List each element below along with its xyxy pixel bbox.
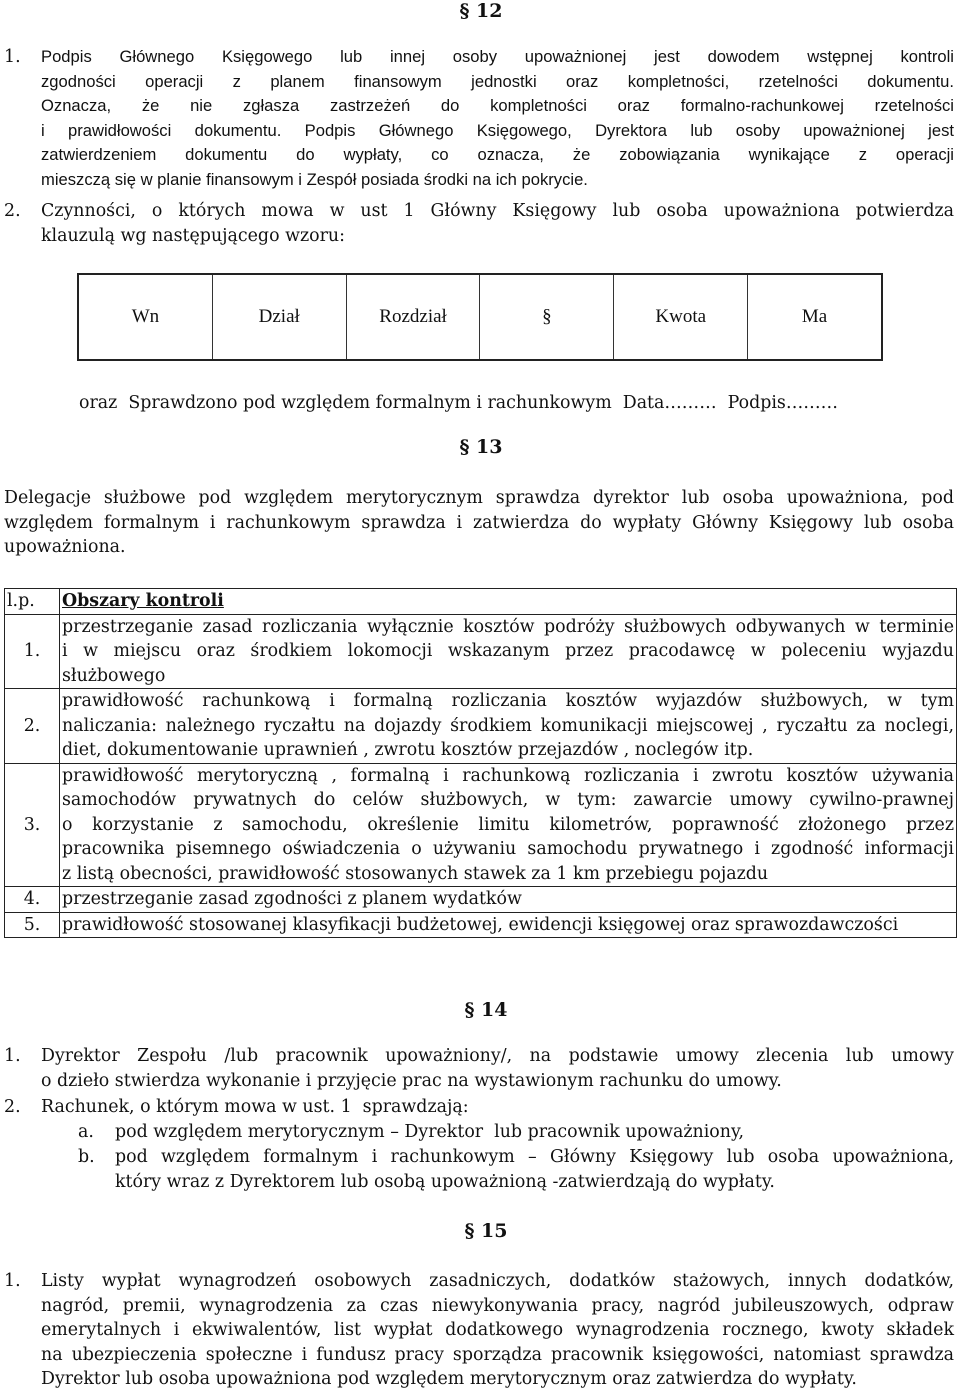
clause-cell-paragraph: §: [480, 275, 614, 359]
text-line: samochodów prywatnych do celów służbowych, w tym: zawarcie umowy cywilno-prawnej: [62, 790, 954, 810]
text-line: naliczania: należnego ryczałtu na dojazdy środkiem komunikacji miejscowej , ryczałtu za noclegi,: [62, 715, 954, 736]
text-line: Delegacje służbowe pod względem merytorycznym sprawdza dyrektor lub osoba upoważniona, pod: [4, 488, 954, 508]
column-header-lp: l.p.: [5, 589, 60, 615]
text-line: zgodności operacji z planem finansowym jednostki oraz kompletności, rzetelności dokumentu.: [41, 71, 954, 91]
text-line: mieszczą się w planie finansowym i Zespół posiada środki na ich pokrycie.: [41, 169, 588, 189]
row-text: [60, 887, 957, 913]
s13-intro-text: [4, 486, 954, 560]
text-line: zatwierdzeniem dokumentu do wypłaty, co oznacza, że zobowiązania wynikające z operacji: [41, 145, 954, 164]
row-number: 2.: [5, 689, 60, 764]
text-line: i prawidłowości dokumentu. Podpis Głównego Księgowego, Dyrektora lub osoby upoważnionej jest: [41, 120, 954, 140]
s14-sub-b-label: b.: [78, 1147, 95, 1167]
s12-item1-number: 1.: [4, 47, 21, 67]
section-15-heading: § 15: [464, 1220, 508, 1242]
clause-cell-rozdzial: Rozdział: [347, 275, 481, 359]
row-text: [60, 689, 957, 764]
text-line: Podpis Głównego Księgowego lub innej osoby upoważnionej jest dowodem wstępnej kontroli: [41, 47, 954, 66]
text-line: przestrzeganie zasad rozliczania wyłącznie kosztów podróży służbowych odbywanych w terminie: [62, 616, 954, 637]
text-line: prawidłowość merytoryczną , formalną i rachunkową rozliczania i zwrotu kosztów używania: [62, 765, 954, 786]
table-row: [5, 689, 957, 764]
row-number: 3.: [5, 763, 60, 887]
text-line: prawidłowość stosowanej klasyfikacji budżetowej, ewidencji księgowej oraz sprawozdawczości: [62, 914, 899, 935]
s12-item2-number: 2.: [4, 201, 21, 221]
text-line: Czynności, o których mowa w ust 1 Główny Księgowy lub osoba upoważniona potwierdza: [41, 201, 954, 221]
s14-item1-text: [41, 1044, 954, 1093]
text-line: przestrzeganie zasad zgodności z planem wydatków: [62, 889, 522, 909]
clause-footer-text: oraz Sprawdzono pod względem formalnym i rachunkowym Data……… Podpis………: [79, 393, 839, 413]
s12-item2-text: [41, 199, 954, 248]
row-text: [60, 912, 957, 938]
column-header-area: Obszary kontroli: [60, 589, 957, 615]
text-line: klauzulą wg następującego wzoru:: [41, 225, 345, 246]
row-text: [60, 614, 957, 689]
approval-clause-table: [77, 273, 883, 361]
table-row: [5, 763, 957, 887]
row-number: 5.: [5, 912, 60, 938]
text-line: na ubezpieczenia społeczne i fundusz pracy sporządza pracownik księgowości, natomiast sprawdza: [41, 1344, 954, 1365]
row-text: [60, 763, 957, 887]
text-line: pod względem formalnym i rachunkowym – Główny Księgowy lub osoba upoważniona,: [115, 1147, 954, 1167]
text-line: Dyrektor lub osoba upoważniona pod względem merytorycznym oraz zatwierdza do wypłaty.: [41, 1369, 857, 1389]
s15-item1-text: [41, 1269, 954, 1392]
text-line: upoważniona.: [4, 537, 126, 557]
text-line: i w miejscu oraz środkiem lokomocji wskazanym przez pracodawcę w poleceniu wyjazdu: [62, 641, 954, 661]
row-number: 4.: [5, 887, 60, 913]
control-areas-table: [4, 588, 957, 938]
text-line: względem formalnym i rachunkowym sprawdza i zatwierdza do wypłaty Główny Księgowy lub osoba: [4, 512, 954, 533]
clause-cell-wn: Wn: [79, 275, 213, 359]
table-row: [5, 887, 957, 913]
text-line: Dyrektor Zespołu /lub pracownik upoważniony/, na podstawie umowy zlecenia lub umowy: [41, 1046, 954, 1066]
text-line: o korzystanie z samochodu, określenie limitu kilometrów, poprawność złożonego przez: [62, 814, 954, 835]
text-line: diet, dokumentowanie uprawnień , zwrotu kosztów przejazdów , noclegów itp.: [62, 740, 754, 760]
section-14-heading: § 14: [464, 999, 508, 1021]
table-row: [5, 912, 957, 938]
text-line: Listy wypłat wynagrodzeń osobowych zasadniczych, dodatków stażowych, innych dodatków,: [41, 1271, 954, 1291]
text-line: służbowego: [62, 665, 166, 686]
s14-item1-number: 1.: [4, 1046, 21, 1066]
clause-cell-dzial: Dział: [213, 275, 347, 359]
s14-item2-text: Rachunek, o którym mowa w ust. 1 sprawdzają:: [41, 1097, 469, 1117]
s14-sub-a-text: pod względem merytorycznym – Dyrektor lub pracownik upoważniony,: [115, 1122, 745, 1142]
s15-item1-number: 1.: [4, 1271, 21, 1291]
s14-sub-b-text: [115, 1145, 954, 1194]
table-header-row: [5, 589, 957, 615]
text-line: Oznacza, że nie zgłasza zastrzeżeń do kompletności oraz formalno-rachunkowej rzetelności: [41, 96, 954, 115]
clause-cell-kwota: Kwota: [614, 275, 748, 359]
text-line: prawidłowość rachunkową i formalną rozliczania kosztów wyjazdów służbowych, w tym: [62, 691, 954, 711]
text-line: o dzieło stwierdza wykonanie i przyjęcie prac na wystawionym rachunku do umowy.: [41, 1070, 782, 1091]
s12-item1-text: [41, 45, 954, 192]
table-row: [5, 614, 957, 689]
section-12-heading: § 12: [459, 0, 503, 22]
s14-sub-a-label: a.: [78, 1122, 94, 1142]
text-line: z listą obecności, prawidłowość stosowanych stawek za 1 km przebiegu pojazdu: [62, 863, 769, 884]
text-line: pracownika pisemnego oświadczenia o używaniu samochodu prywatnego i zgodność informacji: [62, 839, 954, 859]
row-number: 1.: [5, 614, 60, 689]
s14-item2-number: 2.: [4, 1097, 21, 1117]
text-line: który wraz z Dyrektorem lub osobą upoważnioną -zatwierdzają do wypłaty.: [115, 1171, 775, 1192]
clause-cell-ma: Ma: [801, 306, 828, 327]
text-line: nagród, premii, wynagrodzenia za czas niewykonywania pracy, nagród jubileuszowych, odpraw: [41, 1295, 954, 1316]
section-13-heading: § 13: [459, 436, 503, 458]
text-line: emerytalnych i ekwiwalentów, list wypłat dodatkowego wynagrodzenia rocznego, kwoty składek: [41, 1320, 954, 1340]
